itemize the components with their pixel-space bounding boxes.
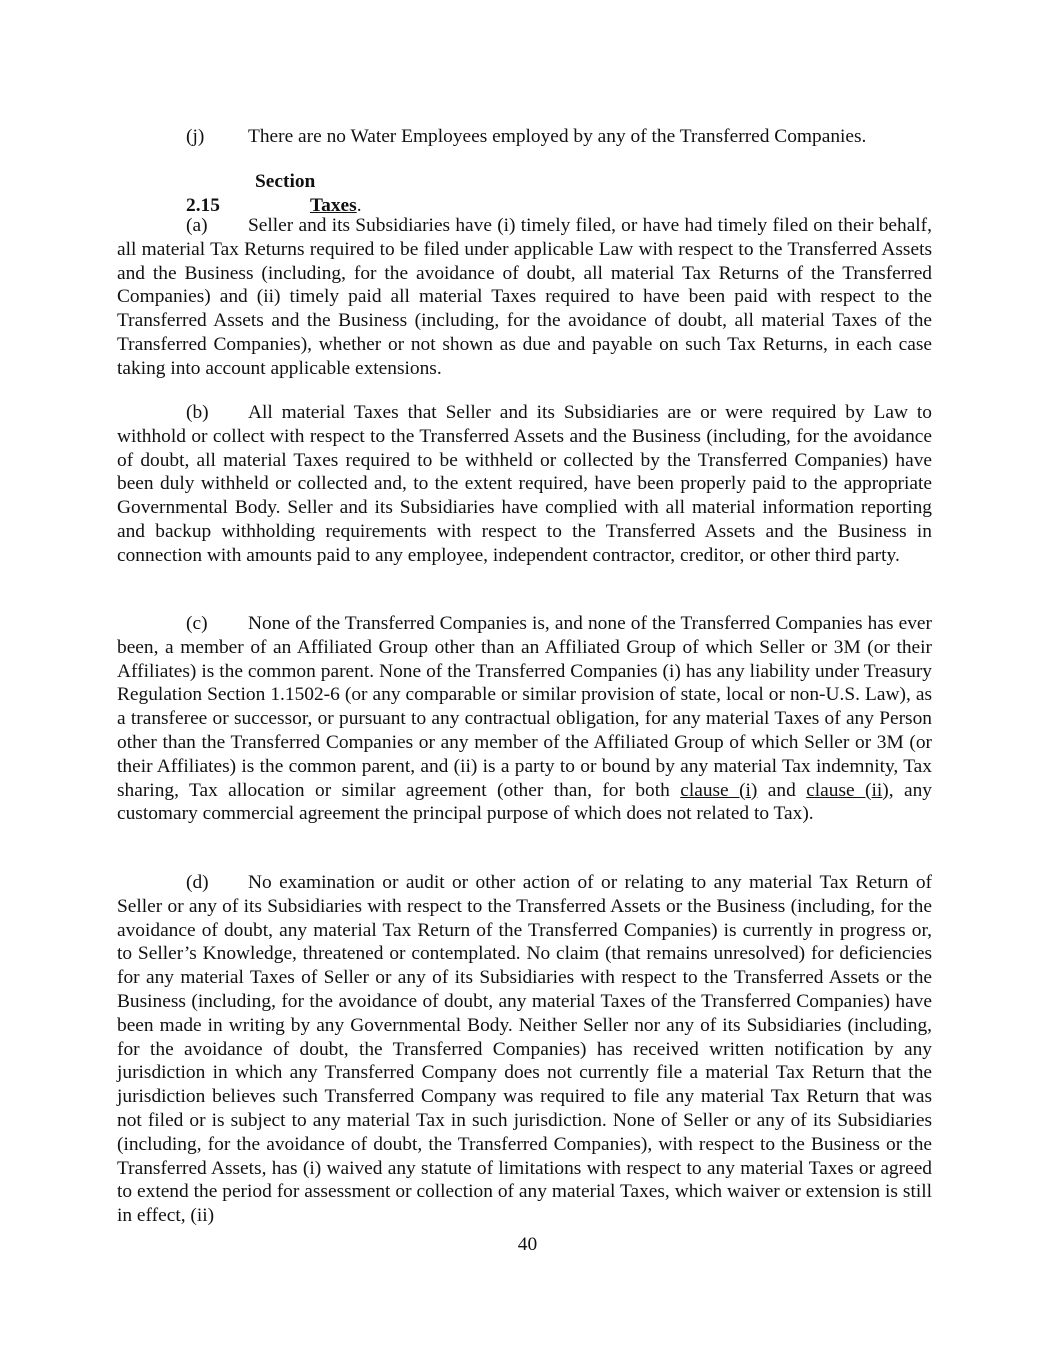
- clause-ii-link: clause (ii): [806, 779, 889, 801]
- paragraph-d-text: No examination or audit or other action of or relating to any material Tax Return of Seller or any of its Subsidiaries with respect to the Transferred Assets or the Business (including, for the avoidance of doubt, any material Tax Return of the Transferred Companies) is currently in progress or, to Seller’s Knowledge, threatened or contemplated. No claim (that remains unresolved) for deficiencies for any material Taxes of Seller or any of its Subsidiaries with respect to the Transferred Assets or the Business (including, for the avoidance of doubt, any material Taxes of the Transferred Companies) have been made in writing by any Governmental Body. Neither Seller nor any of its Subsidiaries (including, for the avoidance of doubt, the Transferred Companies) has received written notification by any jurisdiction in which any Transferred Company does not currently file a material Tax Return that the jurisdiction believes such Transferred Company was required to file any material Tax Return that was not filed or is subject to any material Tax in such jurisdiction. None of Seller or any of its Subsidiaries (including, for the avoidance of doubt, the Transferred Companies), with respect to the Business or the Transferred Assets, has (i) waived any statute of limitations with respect to any material Taxes or agreed to extend the period for assessment or collection of any material Taxes, which waiver or extension is still in effect, (ii): [117, 872, 932, 1227]
- item-j-text: There are no Water Employees employed by any of the Transferred Companies.: [248, 126, 867, 147]
- paragraph-c-text-1: None of the Transferred Companies is, and none of the Transferred Companies has ever been, a member of an Affiliated Group other than an Affiliated Group of which Seller or 3M (or their Affiliates) is the common parent. None of the Transferred Companies (i) has any liability under Treasury Regulation Section 1.1502-6 (or any comparable or similar provision of state, local or non-U.S. Law), as a transferee or successor, or pursuant to any contractual obligation, for any material Taxes of any Person other than the Transferred Companies or any member of the Affiliated Group of which Seller or 3M (or their Affiliates) is the common parent, and (ii) is a party to or bound by any material Tax indemnity, Tax sharing, Tax allocation or similar agreement (other than, for both: [117, 613, 932, 801]
- section-title: Taxes: [310, 194, 357, 216]
- paragraph-c-text-2: and: [757, 779, 807, 801]
- item-j-label: (j): [186, 126, 205, 147]
- page-number: 40: [517, 1234, 538, 1255]
- paragraph-c-text-3: , any customary commercial agreement the principal purpose of which does not related to Tax).: [117, 779, 932, 825]
- paragraph-c-label: (c): [186, 613, 208, 634]
- section-period: .: [356, 194, 362, 216]
- paragraph-b-text: All material Taxes that Seller and its Subsidiaries are or were required by Law to withhold or collect with respect to the Transferred Assets and the Business (including, for the avoidance of doubt, all material Taxes required to be withheld or collected by the Transferred Companies) have been duly withheld or collected and, to the extent required, have been properly paid to the appropriate Governmental Body. Seller and its Subsidiaries have complied with all material information reporting and backup withholding requirements with respect to the Transferred Assets and the Business in connection with amounts paid to any employee, independent contractor, creditor, or other third party.: [117, 402, 932, 566]
- paragraph-b-label: (b): [186, 402, 209, 423]
- clause-i-link: clause (i): [680, 779, 758, 801]
- paragraph-b: [117, 401, 932, 568]
- section-heading: [117, 170, 932, 218]
- paragraph-a-text: Seller and its Subsidiaries have (i) timely filed, or have had timely filed on their behalf, all material Tax Returns required to be filed under applicable Law with respect to the Transferred Assets and the Business (including, for the avoidance of doubt, all material Tax Returns of the Transferred Companies) and (ii) timely paid all material Taxes required to have been paid with respect to the Transferred Assets and the Business (including, for the avoidance of doubt, all material Taxes of the Transferred Companies), whether or not shown as due and payable on such Tax Returns, in each case taking into account applicable extensions.: [117, 215, 932, 379]
- paragraph-a-label: (a): [186, 215, 208, 236]
- paragraph-d-label: (d): [186, 872, 209, 893]
- paragraph-a: [117, 214, 932, 381]
- paragraph-d: [117, 871, 932, 1228]
- section-number: Section 2.15: [186, 171, 316, 216]
- paragraph-c: [117, 612, 932, 826]
- item-j: [117, 125, 932, 149]
